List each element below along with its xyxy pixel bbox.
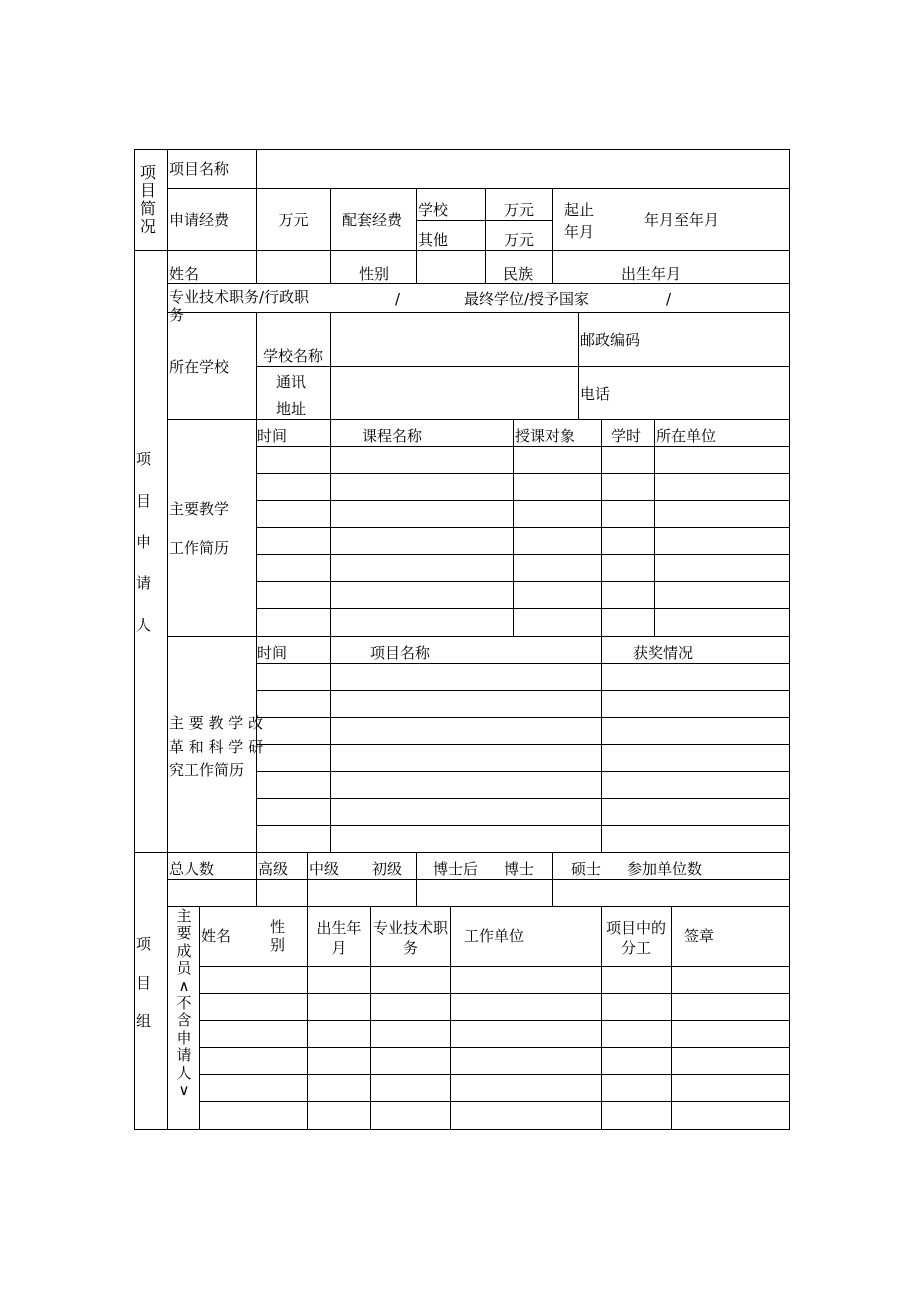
teaching-header-unit: 所在单位 bbox=[656, 427, 717, 445]
period-value: 年月至年月 bbox=[644, 211, 720, 229]
research-label-line2: 革 和 科 学 研 bbox=[169, 738, 264, 756]
section-label-team-3: 组 bbox=[136, 1012, 152, 1030]
project-name-field[interactable] bbox=[258, 152, 786, 186]
section-label-applicant-4: 请 bbox=[136, 574, 152, 592]
members-header-name: 姓名 bbox=[201, 927, 232, 945]
teaching-label-line2: 工作简历 bbox=[169, 539, 230, 557]
members-header-workplace: 工作单位 bbox=[464, 927, 525, 945]
section-label-applicant-5: 人 bbox=[136, 616, 152, 634]
teaching-label-line1: 主要教学 bbox=[169, 500, 230, 518]
members-header-title: 专业技术职务 bbox=[372, 919, 448, 957]
teaching-header-time: 时间 bbox=[257, 427, 288, 445]
members-header-role: 项目中的分工 bbox=[605, 919, 666, 957]
master-label: 硕士 bbox=[571, 860, 602, 878]
section-label-team-1: 项 bbox=[136, 935, 152, 953]
title-label: 专业技术职务/行政职务 bbox=[169, 288, 310, 324]
funding-label: 申请经费 bbox=[169, 211, 230, 229]
teaching-header-hours: 学时 bbox=[611, 427, 642, 445]
other-funding-unit: 万元 bbox=[503, 231, 534, 249]
degree-slash: / bbox=[666, 290, 672, 308]
teaching-header-course: 课程名称 bbox=[362, 427, 423, 445]
section-label-overview: 项目简况 bbox=[139, 163, 156, 236]
units-label: 参加单位数 bbox=[627, 860, 703, 878]
school-funding-unit: 万元 bbox=[503, 201, 534, 219]
section-label-team-2: 目 bbox=[136, 974, 152, 992]
mid-label: 中级 bbox=[309, 860, 340, 878]
research-label-line1: 主 要 教 学 改 bbox=[169, 714, 264, 732]
phd-label: 博士 bbox=[504, 860, 535, 878]
period-label-line1: 起止 bbox=[564, 201, 595, 219]
members-header-gender: 性别 bbox=[270, 918, 286, 954]
title-slash: / bbox=[395, 290, 401, 308]
junior-label: 初级 bbox=[372, 860, 403, 878]
members-header-sign: 签章 bbox=[684, 927, 715, 945]
total-members-label: 总人数 bbox=[169, 860, 215, 878]
funding-unit: 万元 bbox=[278, 211, 309, 229]
birth-label: 出生年月 bbox=[621, 265, 682, 283]
section-label-applicant-2: 目 bbox=[136, 492, 152, 510]
address-label-line2: 地址 bbox=[276, 400, 307, 418]
postcode-label: 邮政编码 bbox=[580, 331, 641, 349]
school-label: 所在学校 bbox=[169, 358, 230, 376]
matching-funding-label: 配套经费 bbox=[342, 211, 403, 229]
ethnicity-label: 民族 bbox=[503, 265, 534, 283]
school-funding-label: 学校 bbox=[418, 201, 449, 219]
gender-label: 性别 bbox=[359, 265, 390, 283]
members-label: 主要成员∧不含申请人∨ bbox=[176, 907, 192, 1100]
phone-label: 电话 bbox=[580, 385, 611, 403]
section-label-applicant-1: 项 bbox=[136, 450, 152, 468]
degree-label: 最终学位/授予国家 bbox=[464, 290, 590, 308]
research-header-project: 项目名称 bbox=[370, 644, 431, 662]
research-label-line3: 究工作简历 bbox=[169, 761, 245, 779]
members-header-birth: 出生年月 bbox=[316, 919, 362, 957]
address-label-line1: 通讯 bbox=[276, 373, 307, 391]
period-label-line2: 年月 bbox=[564, 223, 595, 241]
research-header-award: 获奖情况 bbox=[633, 644, 694, 662]
project-name-label: 项目名称 bbox=[169, 160, 230, 178]
teaching-header-target: 授课对象 bbox=[515, 427, 576, 445]
research-header-time: 时间 bbox=[257, 644, 288, 662]
section-label-applicant-3: 申 bbox=[136, 533, 152, 551]
other-funding-label: 其他 bbox=[418, 231, 449, 249]
school-name-label: 学校名称 bbox=[263, 347, 324, 365]
postdoc-label: 博士后 bbox=[433, 860, 479, 878]
senior-label: 高级 bbox=[258, 860, 289, 878]
name-label: 姓名 bbox=[169, 265, 200, 283]
